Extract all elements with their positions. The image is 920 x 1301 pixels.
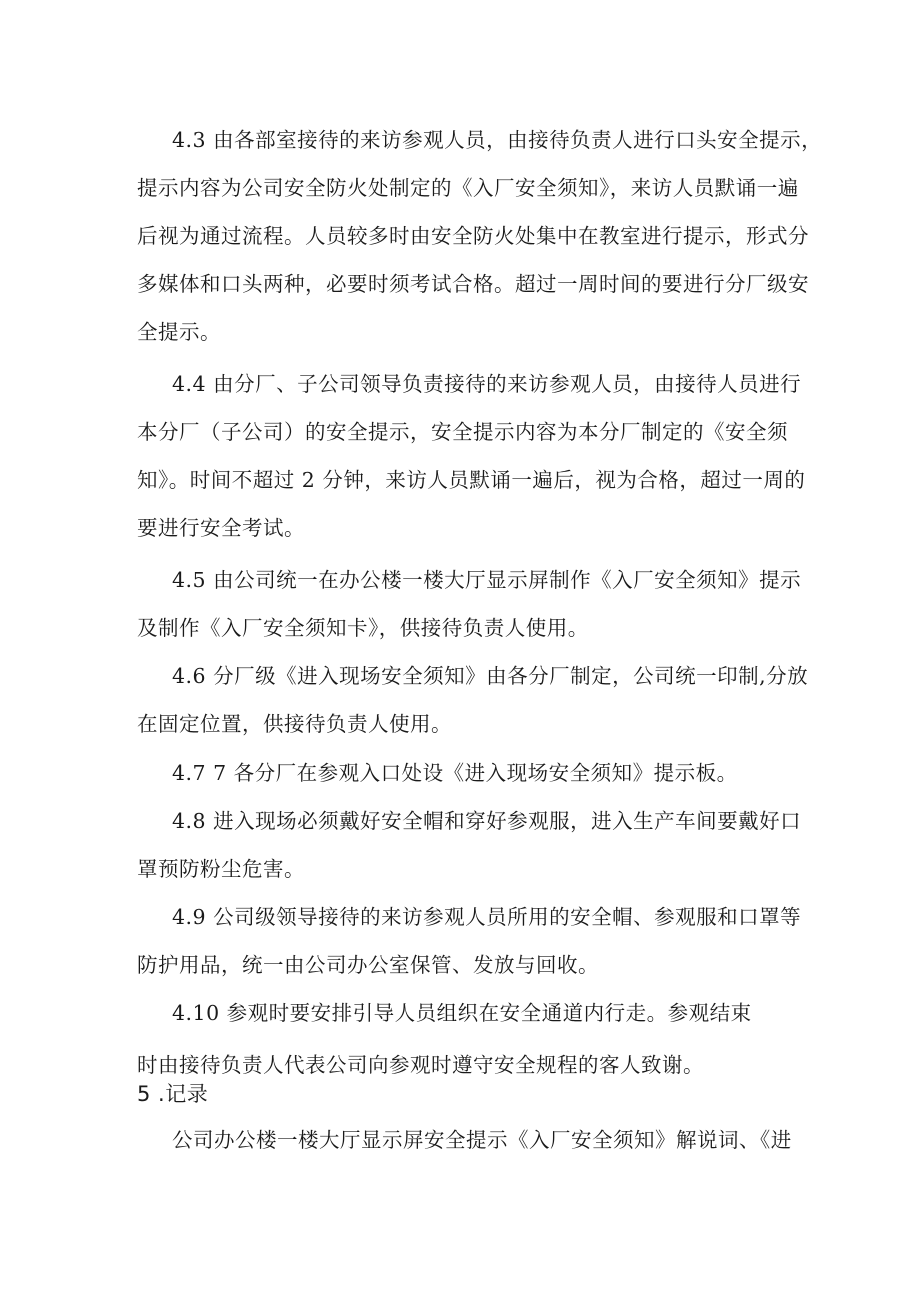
paragraph-4-3-line-3: 后视为通过流程。人员较多时由安全防火处集中在教室进行提示，形式分 xyxy=(137,224,809,248)
paragraph-4-9-line-1: 4.9 公司级领导接待的来访参观人员所用的安全帽、参观服和口罩等 xyxy=(172,905,802,929)
paragraph-4-5-line-2: 及制作《入厂安全须知卡》，供接待负责人使用。 xyxy=(137,616,589,640)
paragraph-4-3-line-4: 多媒体和口头两种，必要时须考试合格。超过一周时间的要进行分厂级安 xyxy=(137,272,809,296)
paragraph-4-7-line-1: 4.7 7 各分厂在参观入口处设《进入现场安全须知》提示板。 xyxy=(172,761,738,785)
paragraph-4-8-line-2: 罩预防粉尘危害。 xyxy=(137,857,305,881)
paragraph-4-4-line-2: 本分厂（子公司）的安全提示，安全提示内容为本分厂制定的《安全须 xyxy=(137,420,788,444)
paragraph-4-3-line-1: 4.3 由各部室接待的来访参观人员，由接待负责人进行口头安全提示， xyxy=(172,128,823,152)
paragraph-4-4-line-3: 知》。时间不超过 2 分钟，来访人员默诵一遍后，视为合格，超过一周的 xyxy=(137,468,806,492)
paragraph-4-9-line-2: 防护用品，统一由公司办公室保管、发放与回收。 xyxy=(137,953,599,977)
paragraph-4-10-line-1: 4.10 参观时要安排引导人员组织在安全通道内行走。参观结束 xyxy=(172,1001,752,1025)
paragraph-4-3-line-5: 全提示。 xyxy=(137,320,221,344)
paragraph-4-10-line-2: 时由接待负责人代表公司向参观时遵守安全规程的客人致谢。 xyxy=(137,1053,704,1077)
paragraph-4-6-line-1: 4.6 分厂级《进入现场安全须知》由各分厂制定，公司统一印制,分放 xyxy=(172,664,809,688)
paragraph-4-8-line-1: 4.8 进入现场必须戴好安全帽和穿好参观服，进入生产车间要戴好口 xyxy=(172,809,802,833)
section-5-heading: 5 .记录 xyxy=(137,1082,209,1106)
paragraph-4-4-line-4: 要进行安全考试。 xyxy=(137,516,305,540)
paragraph-4-5-line-1: 4.5 由公司统一在办公楼一楼大厅显示屏制作《入厂安全须知》提示 xyxy=(172,568,802,592)
paragraph-4-3-line-2: 提示内容为公司安全防火处制定的《入厂安全须知》，来访人员默诵一遍 xyxy=(137,176,799,200)
section-5-line-1: 公司办公楼一楼大厅显示屏安全提示《入厂安全须知》解说词、《进 xyxy=(172,1128,792,1152)
paragraph-4-4-line-1: 4.4 由分厂、子公司领导负责接待的来访参观人员，由接待人员进行 xyxy=(172,372,802,396)
paragraph-4-6-line-2: 在固定位置，供接待负责人使用。 xyxy=(137,712,452,736)
